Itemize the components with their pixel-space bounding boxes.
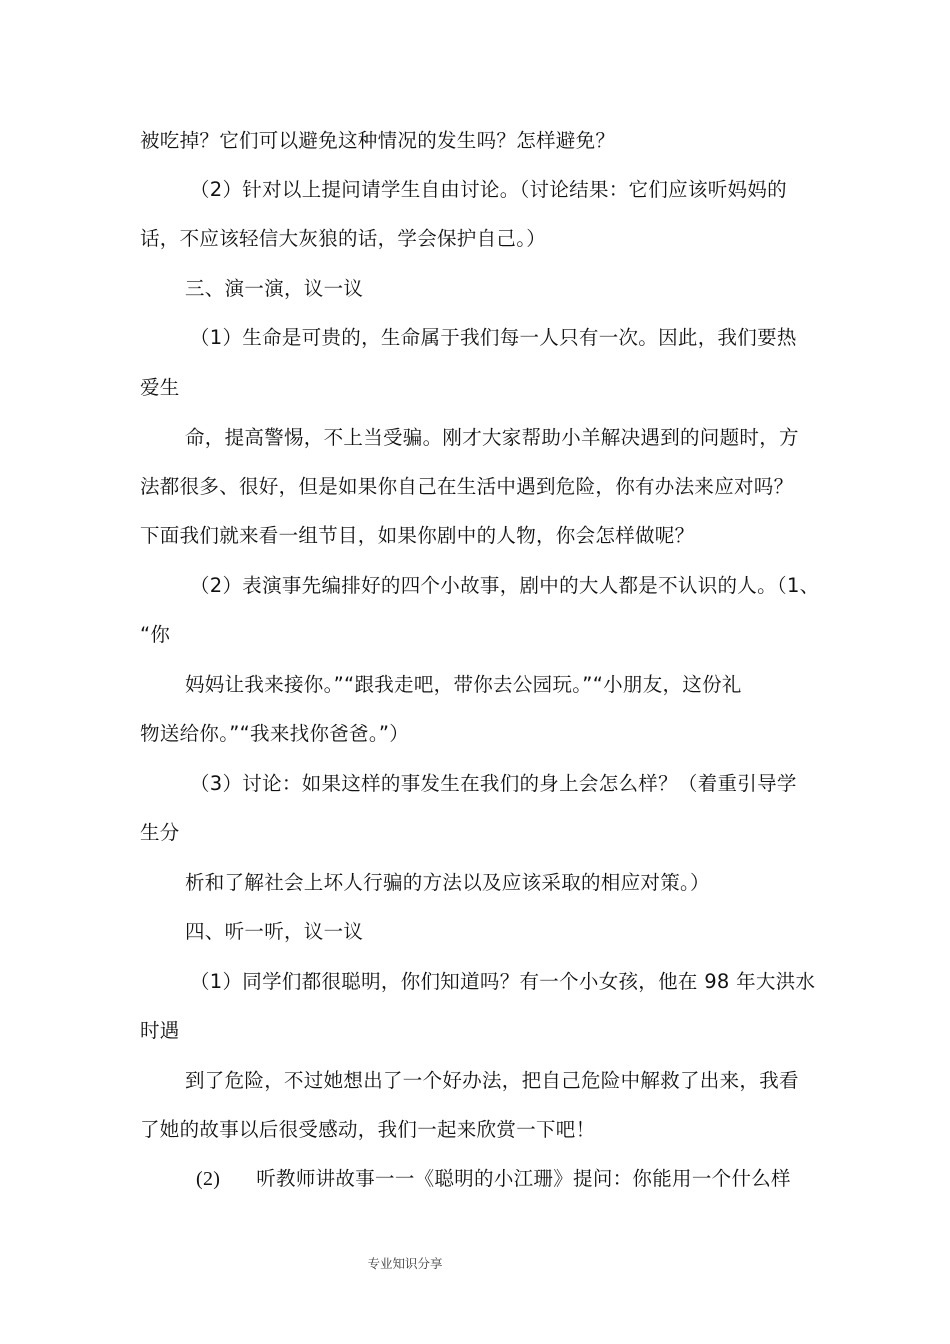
text-line: （1）生命是可贵的，生命属于我们每一人只有一次。因此，我们要热: [190, 326, 797, 349]
text-line: 了她的故事以后很受感动，我们一起来欣赏一下吧！: [140, 1118, 596, 1141]
page-footer: 专业知识分享: [367, 1256, 443, 1271]
text-line: 析和了解社会上坏人行骗的方法以及应该采取的相应对策。）: [185, 871, 710, 894]
text-line: 爱生: [140, 376, 180, 399]
text-line: （2）针对以上提问请学生自由讨论。（讨论结果：它们应该听妈妈的: [190, 178, 787, 201]
text-line: 到了危险，不过她想出了一个好办法，把自己危险中解救了出来，我看: [185, 1069, 799, 1092]
text-line-content: 听教师讲故事一一《聪明的小江珊》提问：你能用一个什么样: [256, 1167, 791, 1190]
text-line: 妈妈让我来接你。”“跟我走吧，带你去公园玩。”“小朋友，这份礼: [185, 673, 742, 696]
text-line: 下面我们就来看一组节目，如果你剧中的人物，你会怎样做呢？: [140, 524, 695, 547]
text-line: （3）讨论：如果这样的事发生在我们的身上会怎么样？（着重引导学: [190, 772, 797, 795]
section-heading: 三、演一演，议一议: [185, 277, 364, 300]
text-line: 时遇: [140, 1019, 180, 1042]
text-line: [196, 1166, 791, 1192]
list-number: (2): [196, 1168, 221, 1190]
text-line: “你: [140, 623, 171, 646]
text-line: （1）同学们都很聪明，你们知道吗？有一个小女孩，他在 98 年大洪水: [190, 970, 816, 993]
text-line: 物送给你。”“我来找你爸爸。”）: [140, 722, 410, 745]
text-line: 法都很多、很好，但是如果你自己在生活中遇到危险，你有办法来应对吗？: [140, 475, 794, 498]
text-line: 被吃掉？它们可以避免这种情况的发生吗？怎样避免？: [140, 129, 616, 152]
section-heading: 四、听一听，议一议: [185, 920, 364, 943]
text-line: 生分: [140, 821, 180, 844]
text-line: 话，不应该轻信大灰狼的话，学会保护自己。）: [140, 227, 547, 250]
text-line: 命，提高警惕，不上当受骗。刚才大家帮助小羊解决遇到的问题时，方: [185, 426, 799, 449]
text-line: （2）表演事先编排好的四个小故事，剧中的大人都是不认识的人。（1、: [190, 574, 820, 597]
